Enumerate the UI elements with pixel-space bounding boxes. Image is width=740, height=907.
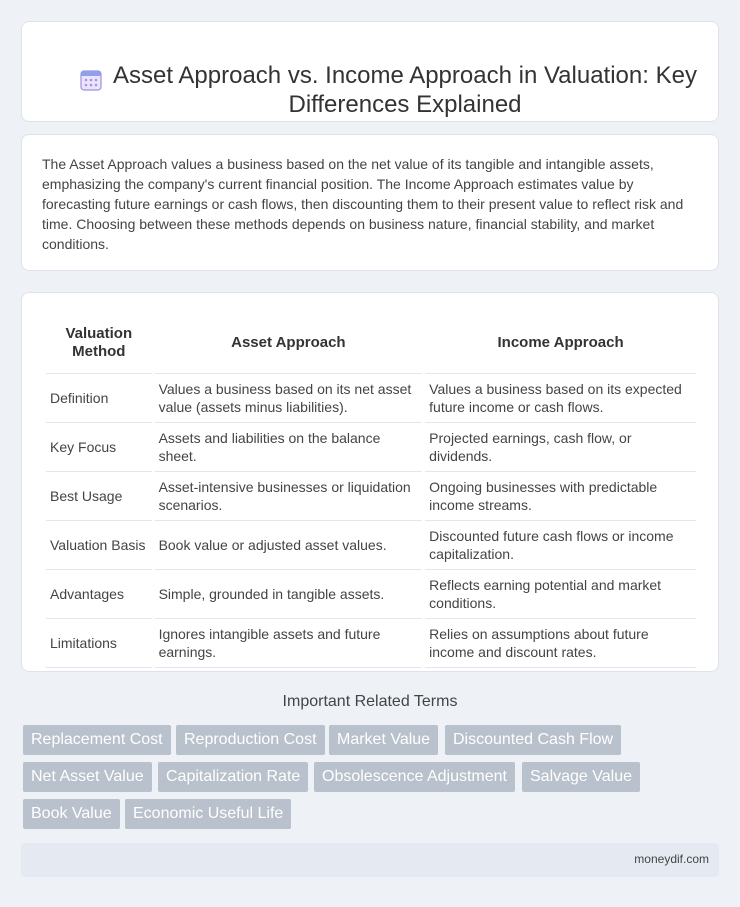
header-income-approach: Income Approach bbox=[425, 313, 696, 374]
asset-cell: Asset-intensive businesses or liquidation scenarios. bbox=[155, 472, 423, 521]
income-cell: Projected earnings, cash flow, or dividends. bbox=[425, 423, 696, 472]
tag-book-value[interactable]: Book Value bbox=[23, 799, 120, 829]
income-cell: Reflects earning potential and market conditions. bbox=[425, 570, 696, 619]
comparison-table-card bbox=[21, 292, 719, 672]
title-card bbox=[21, 21, 719, 122]
asset-cell: Simple, grounded in tangible assets. bbox=[155, 570, 423, 619]
row-label: Key Focus bbox=[46, 423, 152, 472]
asset-cell: Assets and liabilities on the balance sheet. bbox=[155, 423, 423, 472]
footer bbox=[21, 843, 719, 877]
income-cell: Ongoing businesses with predictable income streams. bbox=[425, 472, 696, 521]
page-title: Asset Approach vs. Income Approach in Valuation: Key Differences Explained bbox=[113, 62, 697, 119]
calendar-icon bbox=[80, 69, 102, 91]
table-row bbox=[46, 423, 696, 472]
tag-replacement-cost[interactable]: Replacement Cost bbox=[23, 725, 171, 755]
asset-cell: Ignores intangible assets and future earnings. bbox=[155, 619, 423, 668]
comparison-table bbox=[43, 313, 699, 668]
table-row bbox=[46, 374, 696, 423]
income-cell: Values a business based on its expected future income or cash flows. bbox=[425, 374, 696, 423]
tag-capitalization-rate[interactable]: Capitalization Rate bbox=[158, 762, 308, 792]
row-label: Limitations bbox=[46, 619, 152, 668]
asset-cell: Book value or adjusted asset values. bbox=[155, 521, 423, 570]
income-cell: Discounted future cash flows or income capitalization. bbox=[425, 521, 696, 570]
row-label: Valuation Basis bbox=[46, 521, 152, 570]
table-header-row bbox=[46, 313, 696, 374]
income-cell: Relies on assumptions about future income and discount rates. bbox=[425, 619, 696, 668]
table-row bbox=[46, 619, 696, 668]
row-label: Advantages bbox=[46, 570, 152, 619]
tag-salvage-value[interactable]: Salvage Value bbox=[522, 762, 640, 792]
table-row bbox=[46, 521, 696, 570]
tag-economic-useful-life[interactable]: Economic Useful Life bbox=[125, 799, 291, 829]
tag-market-value[interactable]: Market Value bbox=[329, 725, 438, 755]
footer-site[interactable]: moneydif.com bbox=[634, 852, 709, 866]
tag-net-asset-value[interactable]: Net Asset Value bbox=[23, 762, 152, 792]
header-valuation-method: Valuation Method bbox=[46, 313, 152, 374]
tag-reproduction-cost[interactable]: Reproduction Cost bbox=[176, 725, 325, 755]
asset-cell: Values a business based on its net asset value (assets minus liabilities). bbox=[155, 374, 423, 423]
table-row bbox=[46, 570, 696, 619]
header-asset-approach: Asset Approach bbox=[155, 313, 423, 374]
tag-discounted-cash-flow[interactable]: Discounted Cash Flow bbox=[445, 725, 621, 755]
tag-obsolescence-adjustment[interactable]: Obsolescence Adjustment bbox=[314, 762, 515, 792]
row-label: Best Usage bbox=[46, 472, 152, 521]
table-row bbox=[46, 472, 696, 521]
intro-card bbox=[21, 134, 719, 271]
intro-paragraph: The Asset Approach values a business based on the net value of its tangible and intangible assets, emphasizing the company's current financial position. The Income Approach estimates value by forecasting future earnings or cash flows, then discounting them to their present value to reflect risk and time. Choosing between these methods depends on business nature, financial stability, and market conditions. bbox=[42, 156, 684, 252]
related-terms-heading: Important Related Terms bbox=[282, 693, 458, 710]
row-label: Definition bbox=[46, 374, 152, 423]
